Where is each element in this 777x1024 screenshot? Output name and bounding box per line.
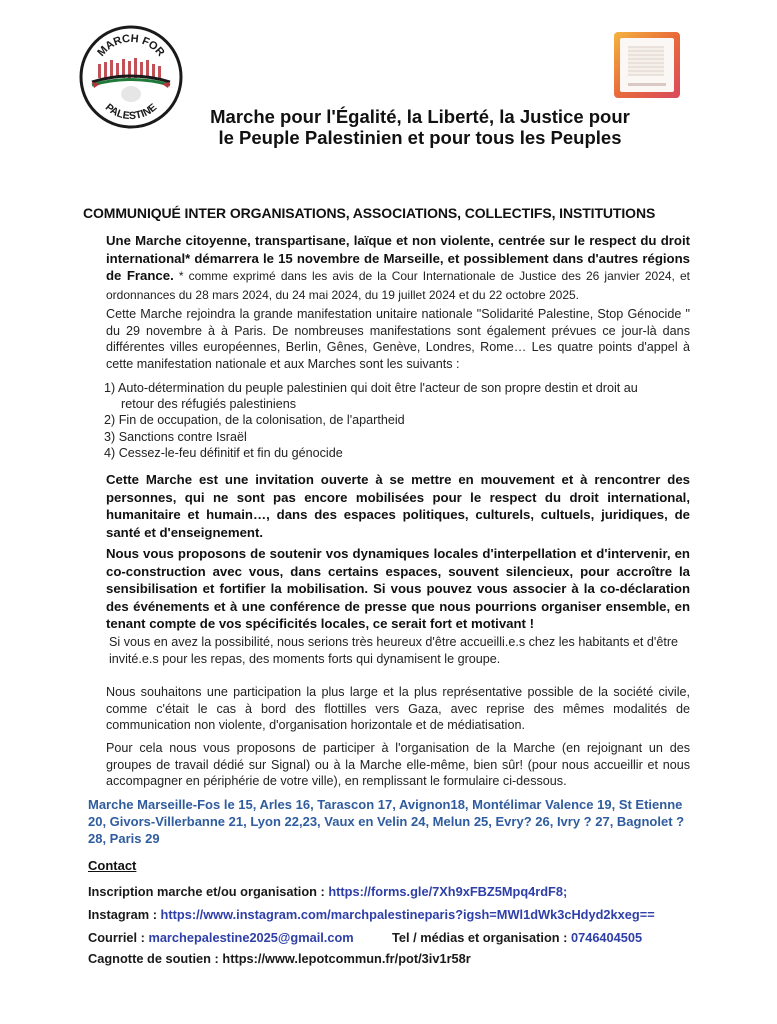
courriel-label: Courriel : [88, 930, 149, 945]
logo-bottom-text: PALESTINE [102, 101, 160, 123]
qr-pattern [628, 46, 664, 76]
inscription-label: Inscription marche et/ou organisation : [88, 884, 329, 899]
paragraph-proposition: Nous vous proposons de soutenir vos dynamiques locales d'interpellation et d'intervenir, en co-construction avec vous, dans certains espaces, souvent silencieux, pour accroître la sensibilisation et fortifier la mobilisation. Si vous pouvez vous associer à la co-déclaration des événements et à une conférence de presse que nous pourrions organiser ensemble, en tenant compte de vos spécificités locales, ce serait fort et motivant ! [106, 546, 690, 631]
contact-inscription [88, 884, 567, 899]
page-title: Marche pour l'Égalité, la Liberté, la Justice pour le Peuple Palestinien et pour tous les Peuples [210, 106, 630, 148]
list-item-text: 1) Auto-détermination du peuple palestinien qui doit être l'acteur de son propre destin et droit au [104, 381, 638, 395]
contact-cagnotte [88, 951, 471, 966]
instagram-link[interactable]: https://www.instagram.com/marchpalestineparis?igsh=MWl1dWk3cHdyd2kxeg== [160, 907, 655, 922]
instagram-qr-code [614, 32, 680, 98]
cagnotte-label: Cagnotte de soutien : [88, 951, 223, 966]
contact-courriel [88, 930, 354, 945]
logo-top-text: MARCH FOR [95, 32, 167, 59]
cagnotte-link[interactable]: https://www.lepotcommun.fr/pot/3iv1r58r [222, 951, 471, 966]
qr-code-icon [620, 38, 674, 92]
intro-footnote: * comme exprimé dans les avis de la Cour Internationale de Justice des 26 janvier 2024, et ordonnances du 28 mars 2024, du 24 mai 2024, du 19 juillet 2024 et du 22 octobre 2025. [106, 269, 690, 302]
list-item: 4) Cessez-le-feu définitif et fin du génocide [104, 445, 343, 460]
instagram-label: Instagram : [88, 907, 161, 922]
email-link[interactable]: marchepalestine2025@gmail.com [148, 930, 354, 945]
list-item-continuation: retour des réfugiés palestiniens [121, 397, 297, 412]
paragraph-invitation: Cette Marche est une invitation ouverte à se mettre en mouvement et à rencontrer des personnes, qui ne sont pas encore mobilisées pour le respect du droit international, humanitaire et humain…, dans des espaces politiques, culturels, cultuels, juridiques, de santé et d'enseignement. [106, 472, 690, 540]
tel-label: Tel / médias et organisation : [392, 930, 571, 945]
paragraph-accueil: Si vous en avez la possibilité, nous serions très heureux d'être accueilli.e.s chez les habitants et d'être invité.e.s pour les repas, des moments forts qui dynamisent le groupe. [109, 635, 679, 666]
paragraph-organisation: Pour cela nous vous proposons de participer à l'organisation de la Marche (en rejoignant un des groupes de travail dédié sur Signal) ou à la Marche elle-même, bien sûr! (pour nous accueillir et nous accompagner en périphérie de votre ville), en remplissant le formulaire ci-dessous. [106, 741, 690, 788]
points-list [104, 380, 694, 461]
intro-bold-text: Une Marche citoyenne, transpartisane, laïque et non violente, centrée sur le respect du droit international* démarrera le 15 novembre de Marseille, et possiblement dans d'autres régions de France. [106, 233, 690, 283]
logo-emblem-icon [78, 24, 184, 130]
contact-telephone [392, 930, 642, 945]
list-item [104, 380, 694, 412]
list-item: 2) Fin de occupation, de la colonisation, de l'apartheid [104, 413, 405, 428]
march-route: Marche Marseille-Fos le 15, Arles 16, Tarascon 17, Avignon18, Montélimar Valence 19, St Etienne 20, Givors-Villerbanne 21, Lyon 22,23, Vaux en Velin 24, Melun 25, Evry? 26, Ivry ? 27, Bagnolet ?28, Paris 29 [88, 797, 685, 846]
list-item: 3) Sanctions contre Israël [104, 429, 247, 444]
inscription-form-link[interactable]: https://forms.gle/7Xh9xFBZ5Mpq4rdF8; [328, 884, 568, 899]
paragraph-rejoindra: Cette Marche rejoindra la grande manifestation unitaire nationale "Solidarité Palestine, Stop Génocide " du 29 novembre à à Paris. De nombreuses manifestations sont également prévues ce jour-là dans différentes villes européennes, Berlin, Gênes, Genève, Londres, Rome… Les quatre points d'appel à cette manifestation nationale et aux Marches sont les suivants : [106, 307, 690, 371]
phone-link[interactable]: 0746404505 [570, 930, 643, 945]
qr-caption [628, 83, 666, 86]
communique-heading: COMMUNIQUÉ INTER ORGANISATIONS, ASSOCIATIONS, COLLECTIFS, INSTITUTIONS [83, 205, 656, 221]
paragraph-participation: Nous souhaitons une participation la plus large et la plus représentative possible de la société civile, comme c'était le cas à bord des flottilles vers Gaza, avec reprise des mêmes modalités de communication non violente, d'organisation horizontale et de médiatisation. [106, 685, 690, 732]
intro-paragraph [106, 232, 690, 304]
contact-heading: Contact [88, 858, 137, 873]
contact-instagram [88, 907, 655, 922]
march-for-palestine-logo [78, 24, 184, 130]
